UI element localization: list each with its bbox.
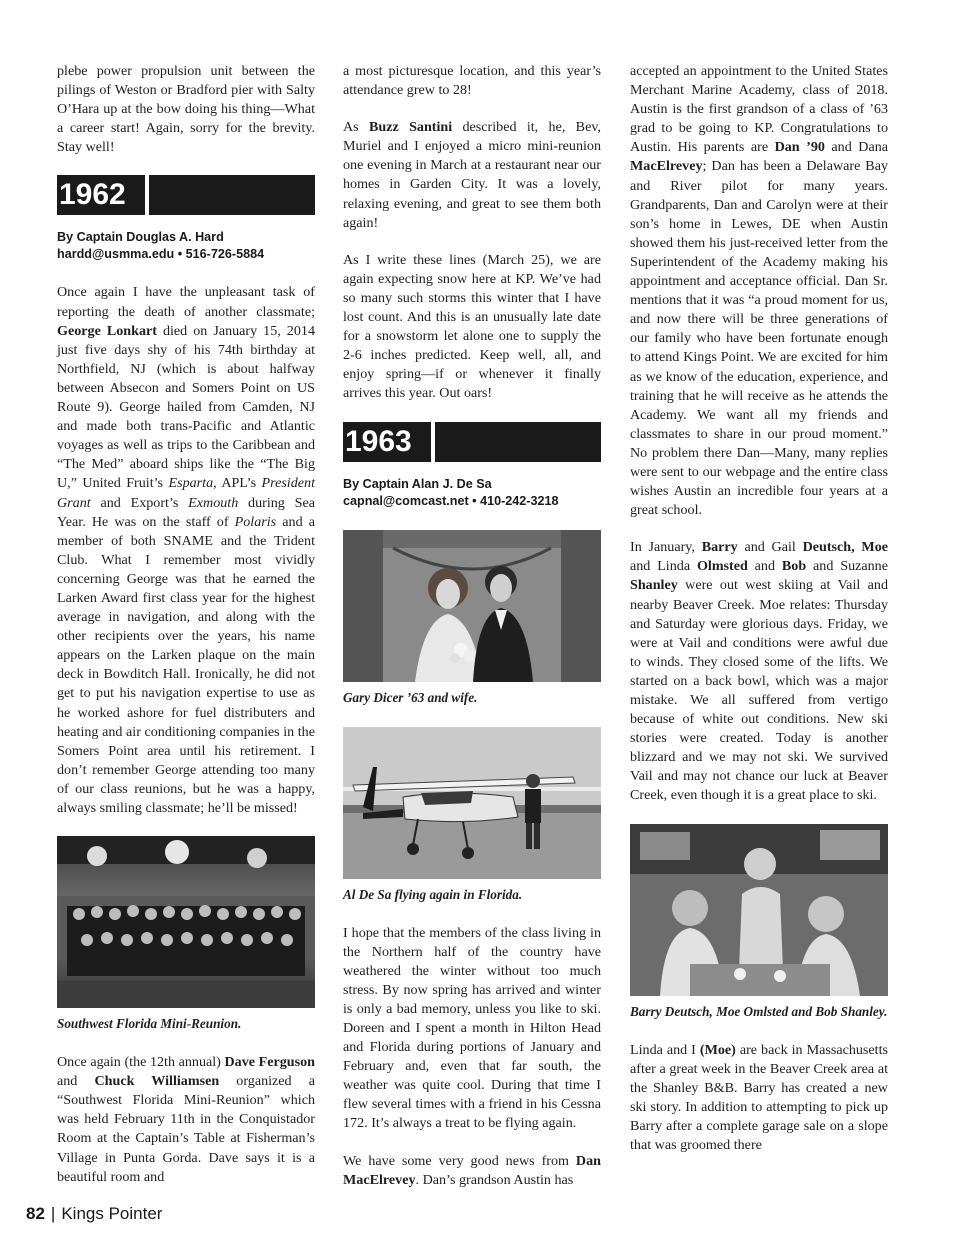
- body-paragraph: accepted an appointment to the United States Merchant Marine Academy, class of 2018. Austin is the first grandson of a class of ’63 grad to be going to KP. Congratulations to Austin. His parents are Dan ’90 and Dana MacElrevey; Dan has been a Delaware Bay and River pilot for many years. Grandparents, Dan and Carolyn were at their son’s home in Lewes, DE when Austin showed them his just-received letter from the Superintendent of the Academy making his appointment and acceptance official. Dan Sr. mentions that it was “a proud moment for us, and now there will be three generations of our family who have been fortunate enough to attend Kings Point. We are excited for him as we know of the education, experience, and training that he will receive as he attends the Academy. We want all my friends and classmates to share in our proud moment.” No problem there Dan—Many, many replies were sent to our webpage and the entire class wishes Austin an incredible four years at a great school.: [630, 63, 889, 519]
- body-paragraph: a most picturesque location, and this year’s attendance grew to 28!: [343, 63, 601, 99]
- photo-reunion-graphic: [57, 836, 315, 1008]
- page-number: 82: [26, 1204, 45, 1223]
- body-paragraph: In January, Barry and Gail Deutsch, Moe and Linda Olmsted and Bob and Suzanne Shanley were out west skiing at Vail and nearby Beaver Creek. Moe relates: Thursday and Saturday were glorious days. Friday, we were at Vail and conditions were awful due to winds. They closed some of the lifts. We started on a back bowl, which was a major mistake. We all suffered from vertigo because of white out conditions. New ski stories were created. Today is another blizzard and we may not ski. We survived Vail and may not chance our luck at Beaver Creek, even though it is a great place to ski.: [630, 539, 888, 804]
- byline-contact: hardd@usmma.edu • 516-726-5884: [57, 247, 265, 262]
- photo-reunion-group: [57, 836, 315, 1008]
- body-paragraph: Once again (the 12th annual) Dave Ferguson and Chuck Williamsen organized a “Southwest Florida Mini-Reunion” which was held February 11th in the Conquistador Room at the Captain’s Table at Fisherman’s Village in Punta Gorda. Dave says it is a beautiful room and: [57, 1054, 315, 1185]
- photo-caption: Gary Dicer ’63 and wife.: [343, 689, 478, 705]
- column-1: [57, 62, 315, 1187]
- photo-ski-friends-graphic: [630, 824, 888, 996]
- photo-cessna: [343, 727, 601, 879]
- byline-author: By Captain Douglas A. Hard: [57, 230, 224, 245]
- body-paragraph: Once again I have the unpleasant task of reporting the death of another classmate; George Lonkart died on January 15, 2014 just five days shy of his 74th birthday at Northfield, NJ (which is about halfway between Absecon and Somers Point on US Route 9). George hailed from Camden, NJ and made both trans-Pacific and Atlantic voyages as well as trips to the Caribbean and “The Med” aboard ships like the “The Big U,” United Fruit’s Esparta, APL’s President Grant and Export’s Exmouth during Sea Year. He was on the staff of Polaris and a member of both SNAME and the Trident Club. What I remember most vividly concerning George was that he earned the Larken Award first class year for the highest average in navigation, and along with the other recipients over the years, his name appears on the Larken plaque on the main deck in Bowditch Hall. Ironically, he did not get to put his navigation expertise to use as he worked ashore for fuel distributers and heating and air conditioning companies in the Somers Point area until his retirement. I don’t remember George attending too many of our class reunions, but he was a happy, always smiling classmate; he’ll be missed!: [57, 284, 315, 816]
- footer-separator: |: [50, 1204, 56, 1223]
- class-year: 1963: [343, 422, 431, 462]
- column-2: [343, 62, 601, 1190]
- photo-wedding: [343, 530, 601, 682]
- body-paragraph: plebe power propulsion unit between the pilings of Weston or Bradford pier with Salty O’Hara up at the bow doing his thing—What a career start! Again, sorry for the brevity. Stay well!: [57, 63, 315, 156]
- body-paragraph: Linda and I (Moe) are back in Massachusetts after a great week in the Beaver Creek area at the Shanley B&B. Barry has created a new ski story. In addition to attempting to pick up Barry after a complete garage sale on a slope that was groomed there: [630, 1041, 888, 1154]
- photo-caption: Barry Deutsch, Moe Omlsted and Bob Shanley.: [630, 1003, 888, 1019]
- photo-caption: Al De Sa flying again in Florida.: [343, 886, 523, 902]
- class-year: 1962: [57, 175, 145, 215]
- column-3: [630, 62, 888, 1155]
- byline-contact: capnal@comcast.net • 410-242-3218: [343, 493, 559, 508]
- class-header-1962: [57, 175, 315, 215]
- class-header-bar: [149, 175, 315, 215]
- photo-wedding-graphic: [343, 530, 601, 682]
- photo-ski-friends: [630, 824, 888, 996]
- body-paragraph: We have some very good news from Dan MacElrevey. Dan’s grandson Austin has: [343, 1152, 601, 1188]
- photo-cessna-graphic: [343, 727, 601, 879]
- photo-caption: Southwest Florida Mini-Reunion.: [57, 1016, 242, 1032]
- body-paragraph: I hope that the members of the class living in the Northern half of the country have weathered the winter without too much stress. By now spring has arrived and winter is only a bad memory, unless you like to ski. Doreen and I spent a month in Hilton Head and Florida during portions of January and February and, even that far south, the weather was quite cool. During that time I flew several times with a friend in his Cessna 172. It’s always a treat to be flying again.: [343, 924, 601, 1132]
- body-paragraph: As I write these lines (March 25), we are again expecting snow here at KP. We’ve had so many such storms this winter that I have lost count. And this is an unusually late date for a snowstorm let alone one to supply the 2-6 inches predicted. Keep well, all, and enjoy spring—if or whenever it finally arrives this year. Out oars!: [343, 251, 601, 402]
- publication-name: Kings Pointer: [61, 1204, 163, 1223]
- page-footer: [26, 1204, 162, 1224]
- byline-author: By Captain Alan J. De Sa: [343, 476, 492, 491]
- body-paragraph: As Buzz Santini described it, he, Bev, Muriel and I enjoyed a micro mini-reunion one evening in March at a restaurant near our homes in Garden City. It was a lovely, relaxing evening, and great to see them both again!: [343, 119, 601, 231]
- class-header-bar: [435, 422, 601, 462]
- byline: [57, 229, 315, 263]
- class-header-1963: [343, 422, 601, 462]
- byline: [343, 476, 601, 510]
